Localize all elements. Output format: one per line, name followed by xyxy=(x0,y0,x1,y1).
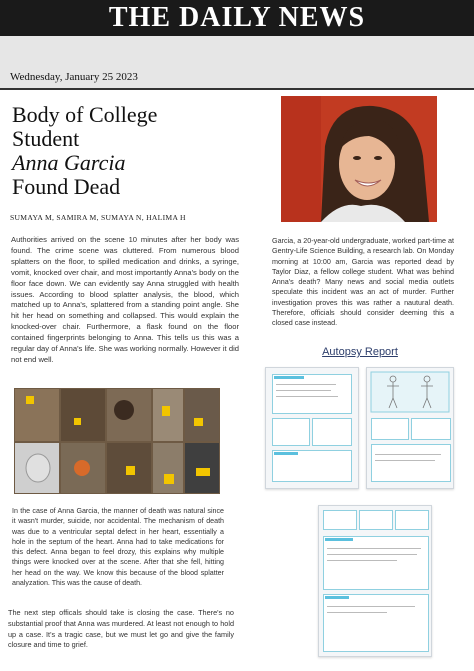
headline-line-1: Body of College xyxy=(12,102,158,127)
paragraph-cause-of-death: In the case of Anna Garcia, the manner of death was natural since it wasn't murder, suicide, nor accidental. The mechanism of death was due to a ventricular septal defect in her heart, essentially a hole in the septum of the heart. Anna had to take medications for this defect. Anna began to feel drozy, this explains why multiple things were knocked over at the scene. After that she fell, hitting her head on the way. We know this because of the blood splatter analyzation. This was the cause of death. xyxy=(12,507,224,588)
autopsy-report-page-1 xyxy=(265,367,359,489)
evidence-collage xyxy=(14,388,220,494)
headline-line-4: Found Dead xyxy=(12,174,121,199)
headline xyxy=(12,103,262,199)
report-panel xyxy=(272,374,352,414)
paragraph-next-steps: The next step officals should take is closing the case. There's no substantial proof that Anna was murdered. At least not enough to hold up a case. It's a tragic case, but we must let go and give the family closure and time to grief. xyxy=(8,608,234,650)
headline-line-3: Anna Garcia xyxy=(12,150,126,175)
autopsy-report-page-2 xyxy=(366,367,454,489)
byline: SUMAYA M, SAMIRA M, SUMAYA N, HALIMA H xyxy=(10,213,186,222)
dateline-bar xyxy=(0,68,474,90)
paragraph-background: Garcia, a 20-year-old undergraduate, worked part-time at Gentry-Life Science Building, a research lab. On Monday morning at 10:00 am, Garcia was reported dead by Taylor Diaz, a fellow college student. What was behind Anna's death? Many news and social media outlets speculate this incident was an act of murder. Further investigation proves this was rather a nautural death. Therefore, officials should consider deeming this a closed case instead. xyxy=(272,236,454,328)
portrait-photo xyxy=(281,96,437,222)
paragraph-crime-scene: Authorities arrived on the scene 10 minutes after her body was found. The crime scene was cluttered. From numerous blood splatters on the floor, to spilled medication and drinks, a syringe, vomit, knocked over chair, and most importantly Anna's body on the floor face down. We can evidently say Anna struggled with health issues. According to blood splatter analysis, the blood, which matched up to Anna's, splattered from a standing point angle. She hit her head on something and collapsed. This would explain the knocked-over chair. Furthermore, a flask found on the floor contained fingerprints belonging to Anna. This tells us this was a regular day of Anna's life. She was working normally. However it did not end well. xyxy=(11,235,239,364)
headline-line-2: Student xyxy=(12,126,80,151)
autopsy-report-page-3 xyxy=(318,505,432,657)
autopsy-report-heading: Autopsy Report xyxy=(322,346,398,358)
issue-date: Wednesday, January 25 2023 xyxy=(10,71,138,83)
evidence-photo-grid xyxy=(14,388,220,494)
body-diagram-icon xyxy=(367,370,453,414)
portrait-illustration xyxy=(281,96,437,222)
masthead xyxy=(0,0,474,36)
header-band xyxy=(0,36,474,68)
newspaper-title: THE DAILY NEWS xyxy=(108,2,366,33)
